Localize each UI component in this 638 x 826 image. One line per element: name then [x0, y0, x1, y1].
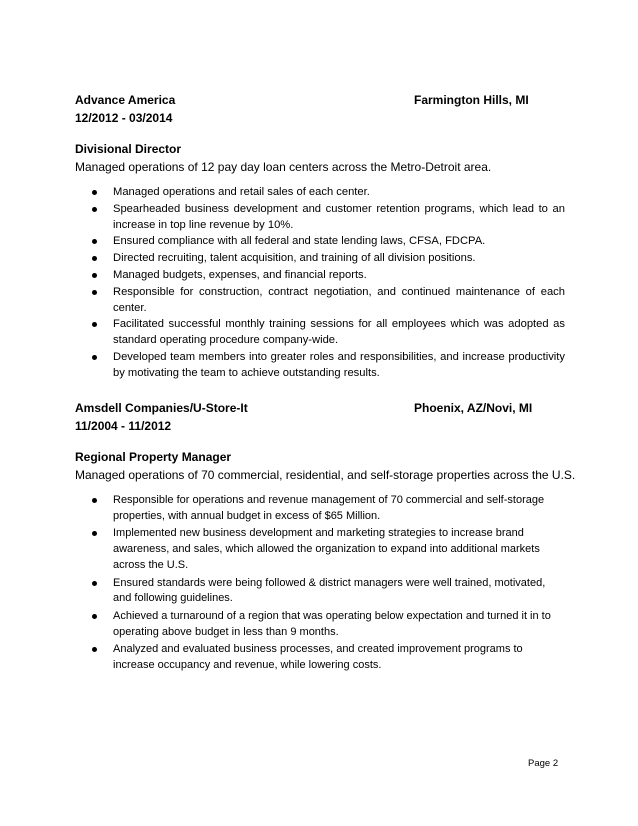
bullet-icon — [92, 498, 97, 503]
bullet-icon — [92, 322, 97, 327]
responsibilities-list — [75, 493, 565, 674]
bullet-icon — [92, 614, 97, 619]
responsibility-item — [75, 251, 565, 267]
responsibility-text: Managed operations and retail sales of each center. — [113, 186, 370, 198]
bullet-icon — [92, 239, 97, 244]
responsibility-text: Directed recruiting, talent acquisition, and training of all division positions. — [113, 252, 476, 265]
responsibility-item — [75, 285, 565, 317]
responsibility-item — [75, 234, 565, 250]
job-location: Phoenix, AZ/Novi, MI — [414, 401, 533, 415]
responsibility-text: Responsible for operations and revenue management of 70 commercial and self-storage properties, with annual budget in excess of $65 Million. — [113, 494, 545, 522]
bullet-icon — [92, 256, 97, 261]
responsibilities-list — [75, 185, 565, 382]
bullet-icon — [92, 290, 97, 295]
job-entry-advance-america — [75, 91, 565, 383]
bullet-icon — [92, 581, 97, 586]
responsibility-text: Achieved a turnaround of a region that was operating below expectation and turned it in to operating above budget in less than 9 months. — [113, 609, 551, 638]
responsibility-item — [75, 268, 565, 284]
bullet-icon — [92, 355, 97, 360]
job-summary: Managed operations of 70 commercial, residential, and self-storage properties across the U.S. — [75, 468, 576, 482]
responsibility-text: Ensured compliance with all federal and state lending laws, CFSA, FDCPA. — [113, 235, 486, 248]
responsibility-text: Responsible for construction, contract negotiation, and continued maintenance of each center. — [113, 285, 565, 314]
responsibility-item — [75, 642, 565, 674]
responsibility-text: Facilitated successful monthly training sessions for all employees which was adopted as standard operating procedure company-wide. — [113, 318, 565, 347]
responsibility-text: Implemented new business development and marketing strategies to increase brand awareness, and sales, which allowed the organization to expand into additional markets across the U.S. — [113, 527, 540, 572]
responsibility-item — [75, 202, 565, 234]
responsibility-item — [75, 526, 565, 574]
job-title: Regional Property Manager — [75, 450, 232, 464]
company-name: Advance America — [75, 93, 176, 107]
responsibility-text: Managed budgets, expenses, and financial reports. — [113, 268, 367, 281]
job-summary: Managed operations of 12 pay day loan centers across the Metro-Detroit area. — [75, 160, 492, 174]
responsibility-item — [75, 493, 565, 525]
bullet-icon — [92, 647, 97, 652]
responsibility-text: Ensured standards were being followed & district managers were well trained, motivated, and following guidelines. — [113, 576, 546, 605]
page-number: Page 2 — [528, 758, 559, 769]
responsibility-item — [75, 317, 565, 349]
company-name: Amsdell Companies/U-Store-It — [75, 401, 248, 415]
job-title: Divisional Director — [75, 142, 182, 156]
responsibility-text: Developed team members into greater roles and responsibilities, and increase productivity by motivating the team to achieve outstanding results. — [113, 350, 565, 379]
responsibility-item — [75, 350, 565, 382]
job-header — [75, 91, 565, 109]
responsibility-item — [75, 185, 565, 201]
job-location: Farmington Hills, MI — [414, 93, 529, 107]
job-header — [75, 399, 565, 417]
responsibility-item — [75, 609, 565, 641]
bullet-icon — [92, 531, 97, 536]
bullet-icon — [92, 207, 97, 212]
bullet-icon — [92, 190, 97, 195]
job-entry-amsdell-companies — [75, 399, 576, 675]
responsibility-text: Analyzed and evaluated business processes, and created improvement programs to increase occupancy and revenue, while lowering costs. — [113, 643, 523, 672]
job-dates: 11/2004 - 11/2012 — [75, 419, 172, 433]
responsibility-item — [75, 576, 565, 608]
bullet-icon — [92, 273, 97, 278]
responsibility-text: Spearheaded business development and customer retention programs, which lead to an increase in top line revenue by 10%. — [113, 202, 565, 231]
job-dates: 12/2012 - 03/2014 — [75, 111, 173, 125]
